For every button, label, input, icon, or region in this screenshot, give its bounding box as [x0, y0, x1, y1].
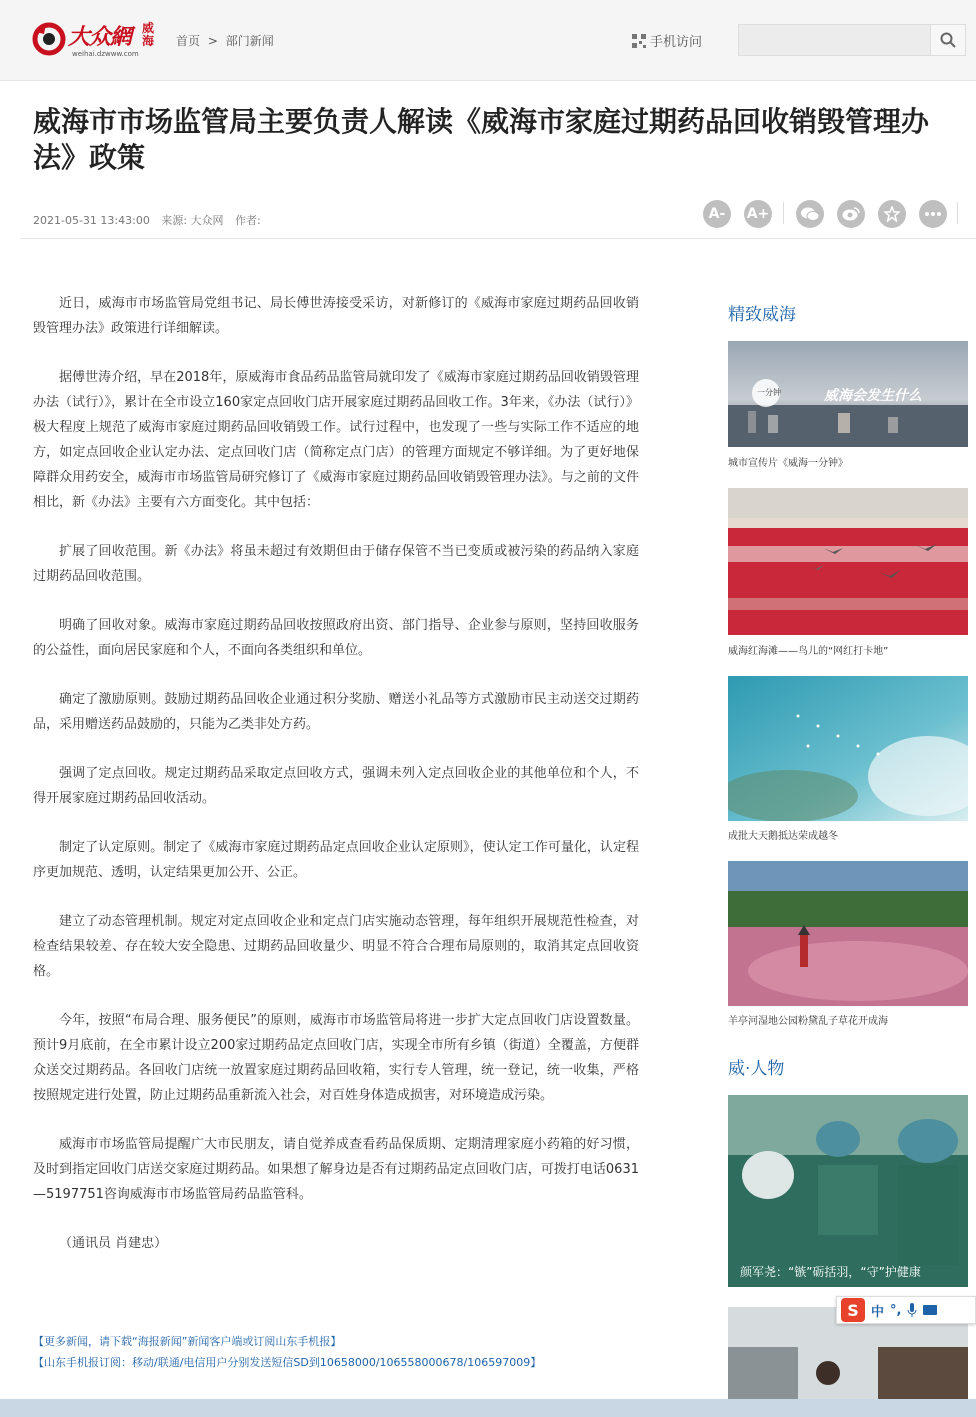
footnote-subscribe-link[interactable]: 【山东手机报订阅：移动/联通/电信用户分别发送短信SD到10658000/106558000678/106597009】	[33, 1356, 542, 1369]
search-box	[738, 24, 966, 56]
article-title: 威海市市场监管局主要负责人解读《威海市家庭过期药品回收销毁管理办法》政策	[33, 105, 930, 174]
article-footnotes	[33, 1331, 541, 1373]
breadcrumb-home[interactable]: 首页	[176, 34, 201, 48]
article-paragraph: 据傅世涛介绍，早在2018年，原威海市食品药品监管局就印发了《威海市家庭过期药品回收销毁管理办法（试行）》，累计在全市设立160家定点回收门店开展家庭过期药品回收工作。3年来，《办法（试行）》极大程度上规范了威海市家庭过期药品回收销毁工作。试行过程中，也发现了一些与实际工作不适应的地方，如定点回收企业认定办法、定点回收门店（简称定点门店）的管理方面规定不够详细。为了更好地保障群众用药安全，威海市市场监管局研究修订了《威海市家庭过期药品回收销毁管理办法》。与之前的文件相比，新《办法》主要有六方面变化。其中包括：	[33, 370, 639, 510]
breadcrumb-department-news[interactable]: 部门新闻	[225, 34, 274, 48]
sidebar-section-title: 精致威海	[728, 305, 796, 325]
sidebar-thumbnail[interactable]	[728, 861, 968, 1006]
more-button[interactable]	[919, 200, 947, 228]
logo-swirl-icon	[32, 22, 66, 56]
article-meta	[33, 212, 269, 228]
more-dots-icon	[925, 212, 941, 216]
logo-url-text: weihai.dzwww.com	[72, 50, 139, 58]
toolbar-divider	[783, 202, 784, 224]
ime-punctuation-label[interactable]: °,	[890, 1302, 902, 1318]
thumbnail-caption[interactable]: 成批大天鹅抵达荣成越冬	[728, 831, 838, 842]
article-paragraph: 确定了激励原则。鼓励过期药品回收企业通过积分奖励、赠送小礼品等方式激励市民主动送交过期药品，采用赠送药品鼓励的，只能为乙类非处方药。	[33, 692, 639, 732]
article-paragraph: 制定了认定原则。制定了《威海市家庭过期药品定点回收企业认定原则》，使认定工作可量化，认定程序更加规范、透明，认定结果更加公开、公正。	[33, 840, 639, 880]
article-source: 来源: 大众网	[161, 214, 224, 227]
search-input[interactable]	[739, 25, 929, 55]
sidebar-thumbnail[interactable]	[728, 676, 968, 821]
header-divider	[20, 238, 976, 239]
wetland-park-thumbnail	[728, 861, 968, 1006]
sidebar-section-title: 威·人物	[728, 1059, 785, 1079]
bottom-scrollbar[interactable]	[0, 1399, 976, 1417]
wechat-share-button[interactable]	[796, 200, 824, 228]
footnote-download-link[interactable]: 【更多新闻，请下载“海报新闻”新闻客户端或订阅山东手机报】	[33, 1335, 342, 1348]
sidebar-thumbnail[interactable]	[728, 488, 968, 635]
thumbnail-caption[interactable]: 威海红海滩——鸟儿的“网红打卡地”	[728, 646, 889, 657]
article-body	[33, 291, 639, 1280]
article-toolbar	[703, 198, 960, 230]
article-paragraph: 今年，按照“布局合理、服务便民”的原则，威海市市场监管局将进一步扩大定点回收门店设置数量。预计9月底前，在全市累计设立200家过期药品定点回收门店，实现全市所有乡镇（街道）全覆盖，方便群众送交过期药品。各回收门店统一放置家庭过期药品回收箱，实行专人管理，统一登记，统一收集，严格按照规定进行处置，防止过期药品重新流入社会，对百姓身体造成损害，对环境造成污染。	[33, 1013, 639, 1103]
thumbnail-overlay-text: 威海会发生什么	[824, 388, 922, 404]
article-paragraph: 扩展了回收范围。新《办法》将虽未超过有效期但由于储存保管不当已变质或被污染的药品纳入家庭过期药品回收范围。	[33, 544, 639, 584]
input-method-toolbar[interactable]	[836, 1296, 976, 1324]
red-beach-thumbnail	[728, 488, 968, 635]
site-logo[interactable]	[32, 18, 162, 62]
toolbar-divider-end	[957, 202, 958, 224]
sogou-icon: S	[841, 1298, 865, 1322]
weibo-share-button[interactable]	[837, 200, 865, 228]
article-datetime: 2021-05-31 13:43:00	[33, 214, 150, 227]
logo-city-text: 威海	[142, 21, 155, 48]
swans-thumbnail	[728, 676, 968, 821]
site-header	[0, 0, 976, 81]
article-paragraph: 威海市市场监管局提醒广大市民朋友，请自觉养成查看药品保质期、定期清理家庭小药箱的好习惯，及时到指定回收门店送交家庭过期药品。如果想了解身边是否有过期药品定点回收门店，可拨打电话0631—5197751咨询威海市市场监管局药品监管科。	[33, 1137, 639, 1202]
thumbnail-caption[interactable]: 城市宣传片《威海一分钟》	[728, 458, 848, 469]
microphone-icon[interactable]	[907, 1303, 917, 1317]
wechat-icon	[801, 207, 819, 221]
search-button[interactable]	[930, 25, 965, 55]
weibo-icon	[842, 207, 860, 221]
article-paragraph: 强调了定点回收。规定过期药品采取定点回收方式，强调未列入定点回收企业的其他单位和个人，不得开展家庭过期药品回收活动。	[33, 766, 639, 806]
sidebar-thumbnail[interactable]	[728, 341, 968, 447]
article-paragraph: 建立了动态管理机制。规定对定点回收企业和定点门店实施动态管理，每年组织开展规范性检查，对检查结果较差、存在较大安全隐患、过期药品回收量少、明显不符合合理布局原则的，取消其定点回收资格。	[33, 914, 639, 979]
surgeons-thumbnail	[728, 1095, 968, 1287]
thumbnail-overlay-tag: 一分钟	[757, 388, 781, 397]
article-paragraph: 明确了回收对象。威海市家庭过期药品回收按照政府出资、部门指导、企业参与原则，坚持回收服务的公益性，面向居民家庭和个人，不面向各类组织和单位。	[33, 618, 639, 658]
person-caption: 颜军尧：“镞”砺括羽，“守”护健康	[740, 1265, 921, 1279]
article-correspondent: （通讯员 肖建忠）	[59, 1236, 168, 1251]
mobile-access-label: 手机访问	[650, 35, 703, 50]
ime-mode-label[interactable]: 中	[871, 1304, 885, 1320]
star-icon	[884, 206, 900, 222]
breadcrumb-separator: >	[207, 34, 218, 48]
breadcrumb	[176, 32, 278, 49]
logo-brand-text: 大众網	[68, 24, 132, 50]
article-author: 作者:	[235, 214, 261, 227]
keyboard-icon[interactable]	[923, 1305, 937, 1315]
favorite-button[interactable]	[878, 200, 906, 228]
font-decrease-button[interactable]: A-	[703, 200, 731, 228]
thumbnail-caption[interactable]: 羊亭河湿地公园粉黛乱子草花开成海	[728, 1016, 888, 1027]
search-icon	[940, 32, 956, 48]
qr-code-icon	[632, 34, 646, 48]
article-paragraph: 近日，威海市市场监管局党组书记、局长傅世涛接受采访，对新修订的《威海市家庭过期药品回收销毁管理办法》政策进行详细解读。	[33, 296, 639, 336]
mobile-access-link[interactable]	[632, 31, 702, 50]
font-increase-button[interactable]: A+	[744, 200, 772, 228]
sidebar-person-thumbnail[interactable]	[728, 1095, 968, 1287]
